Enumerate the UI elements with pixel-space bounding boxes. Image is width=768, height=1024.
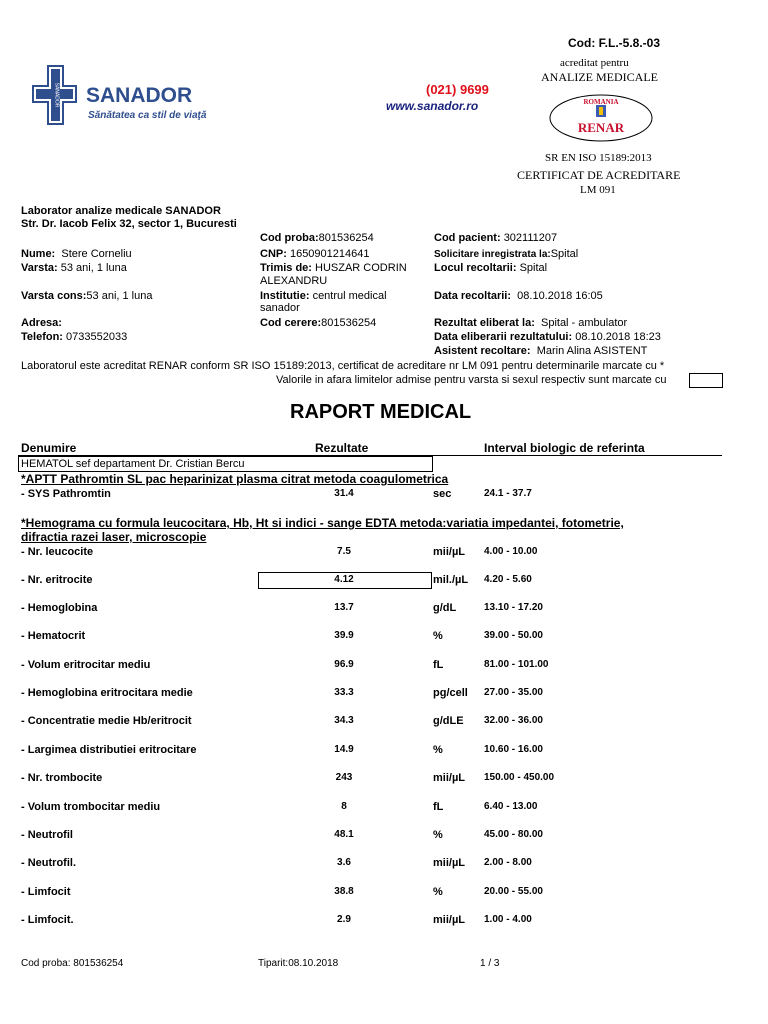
release-date: Data eliberarii rezultatului: 08.10.2018 18:23	[434, 331, 661, 343]
out-of-range-box	[258, 572, 432, 589]
hemogram-section-title: *Hemograma cu formula leucocitara, Hb, Ht si indici - sange EDTA metoda:variatia impedantei, fotometrie,	[21, 516, 624, 530]
accreditation-certificate: CERTIFICAT DE ACREDITARE	[517, 168, 681, 182]
result-unit: mii/µL	[433, 546, 466, 558]
result-name: - Hematocrit	[21, 630, 86, 642]
footer-page: 1 / 3	[480, 958, 500, 969]
sample-code: Cod proba:801536254	[260, 232, 374, 244]
result-range: 6.40 - 13.00	[484, 801, 538, 812]
sent-by-line2: ALEXANDRU	[260, 275, 328, 287]
result-name: - SYS Pathromtin	[21, 488, 111, 500]
result-name: - Nr. trombocite	[21, 772, 103, 784]
collection-date: Data recoltarii: 08.10.2018 16:05	[434, 290, 603, 302]
sent-by: Trimis de: HUSZAR CODRIN	[260, 262, 407, 274]
result-value: 4.12	[334, 574, 354, 585]
result-name: - Volum eritrocitar mediu	[21, 659, 151, 671]
result-value: 31.4	[334, 488, 354, 499]
form-code: Cod: F.L.-5.8.-03	[568, 36, 661, 50]
result-value: 8	[341, 801, 347, 812]
result-unit: g/dL	[433, 602, 457, 614]
result-value: 48.1	[334, 829, 354, 840]
accreditation-note: Laboratorul este acreditat RENAR conform SR ISO 15189:2013, certificat de acreditare nr LM 091 pentru determinarile marcate cu *	[21, 360, 665, 372]
accredited-for: acreditat pentru	[560, 57, 629, 69]
website: www.sanador.ro	[386, 99, 479, 113]
result-range: 39.00 - 50.00	[484, 630, 543, 641]
result-name: - Nr. leucocite	[21, 546, 94, 558]
renar-word: RENAR	[577, 120, 625, 135]
institution: Institutie: centrul medical	[260, 290, 387, 302]
result-value: 2.9	[337, 914, 351, 925]
collection-assistant: Asistent recoltare: Marin Alina ASISTENT	[434, 345, 648, 357]
result-unit: fL	[433, 659, 444, 671]
analyses-label: ANALIZE MEDICALE	[541, 70, 658, 84]
result-delivered-at: Rezultat eliberat la: Spital - ambulator	[434, 317, 628, 329]
brand-name: SANADOR	[86, 84, 193, 107]
result-name: - Largimea distributiei eritrocitare	[21, 744, 197, 756]
request-registered: Solicitare inregistrata la:Spital	[434, 248, 579, 260]
renar-top-text: ROMANIA	[583, 98, 619, 106]
result-name: - Concentratie medie Hb/eritrocit	[21, 715, 192, 727]
lab-name: Laborator analize medicale SANADOR	[21, 205, 221, 217]
result-unit: %	[433, 829, 443, 841]
iso-standard: SR EN ISO 15189:2013	[545, 152, 652, 164]
patient-age: Varsta: 53 ani, 1 luna	[21, 262, 127, 274]
result-value: 96.9	[334, 659, 354, 670]
logo-side-text: SANADOR	[53, 82, 60, 108]
result-name: - Limfocit	[21, 886, 71, 898]
patient-phone: Telefon: 0733552033	[21, 331, 128, 343]
result-range: 13.10 - 17.20	[484, 602, 543, 613]
patient-cnp: CNP: 1650901214641	[260, 248, 370, 260]
result-unit: fL	[433, 801, 444, 813]
result-range: 20.00 - 55.00	[484, 886, 543, 897]
report-title: RAPORT MEDICAL	[290, 401, 472, 423]
result-value: 3.6	[337, 857, 351, 868]
result-name: - Volum trombocitar mediu	[21, 801, 161, 813]
out-of-range-marker-box	[689, 373, 723, 388]
col-header-results: Rezultate	[315, 441, 369, 455]
result-unit: g/dLE	[433, 715, 464, 727]
result-name: - Nr. eritrocite	[21, 574, 93, 586]
result-value: 243	[335, 772, 353, 783]
brand-slogan: Sănătatea ca stil de viaţă	[88, 110, 207, 121]
address-label: Adresa:	[21, 317, 62, 329]
result-name: - Neutrofil.	[21, 857, 76, 869]
result-range: 4.20 - 5.60	[484, 574, 532, 585]
result-range: 1.00 - 4.00	[484, 914, 532, 925]
patient-age-cons: Varsta cons:53 ani, 1 luna	[21, 290, 153, 302]
result-unit: sec	[433, 488, 452, 500]
patient-code: Cod pacient: 302111207	[434, 232, 558, 244]
result-value: 7.5	[337, 546, 351, 557]
aptt-section-title: *APTT Pathromtin SL pac heparinizat plasma citrat metoda coagulometrica	[21, 472, 449, 486]
result-name: - Limfocit.	[21, 914, 74, 926]
result-range: 27.00 - 35.00	[484, 687, 543, 698]
institution-line2: sanador	[260, 302, 300, 314]
out-of-range-note: Valorile in afara limitelor admise pentru varsta si sexul respectiv sunt marcate cu	[276, 374, 667, 386]
result-value: 34.3	[334, 715, 354, 726]
result-unit: %	[433, 886, 443, 898]
col-header-name: Denumire	[21, 441, 77, 455]
footer-printed: Tiparit:08.10.2018	[258, 958, 339, 969]
result-unit: mil./µL	[433, 574, 469, 586]
hemogram-section-title-2: difractia razei laser, microscopie	[21, 530, 207, 544]
result-range: 150.00 - 450.00	[484, 772, 555, 783]
result-range: 81.00 - 101.00	[484, 659, 549, 670]
result-name: - Hemoglobina	[21, 602, 98, 614]
request-code: Cod cerere:801536254	[260, 317, 377, 329]
result-value: 39.9	[334, 630, 354, 641]
result-value: 14.9	[334, 744, 354, 755]
result-unit: mii/µL	[433, 857, 466, 869]
sanador-logo	[32, 65, 77, 125]
patient-name: Nume: Stere Corneliu	[21, 248, 132, 260]
result-range: 24.1 - 37.7	[484, 488, 532, 499]
department-head: HEMATOL sef departament Dr. Cristian Bercu	[21, 458, 245, 470]
result-unit: %	[433, 744, 443, 756]
result-range: 2.00 - 8.00	[484, 857, 532, 868]
result-range: 45.00 - 80.00	[484, 829, 543, 840]
result-unit: pg/cell	[433, 687, 468, 699]
result-unit: mii/µL	[433, 914, 466, 926]
phone-number: (021) 9699	[426, 82, 489, 97]
lab-address: Str. Dr. Iacob Felix 32, sector 1, Bucuresti	[21, 218, 237, 230]
collection-place: Locul recoltarii: Spital	[434, 262, 548, 274]
result-range: 4.00 - 10.00	[484, 546, 538, 557]
result-name: - Neutrofil	[21, 829, 73, 841]
result-value: 38.8	[334, 886, 354, 897]
result-range: 10.60 - 16.00	[484, 744, 543, 755]
result-range: 32.00 - 36.00	[484, 715, 543, 726]
result-value: 33.3	[334, 687, 354, 698]
renar-logo	[548, 93, 654, 143]
result-value: 13.7	[334, 602, 354, 613]
result-unit: mii/µL	[433, 772, 466, 784]
result-unit: %	[433, 630, 443, 642]
footer-sample-code: Cod proba: 801536254	[21, 958, 124, 969]
accreditation-number: LM 091	[580, 184, 616, 196]
col-header-interval: Interval biologic de referinta	[484, 441, 645, 455]
result-name: - Hemoglobina eritrocitara medie	[21, 687, 193, 699]
